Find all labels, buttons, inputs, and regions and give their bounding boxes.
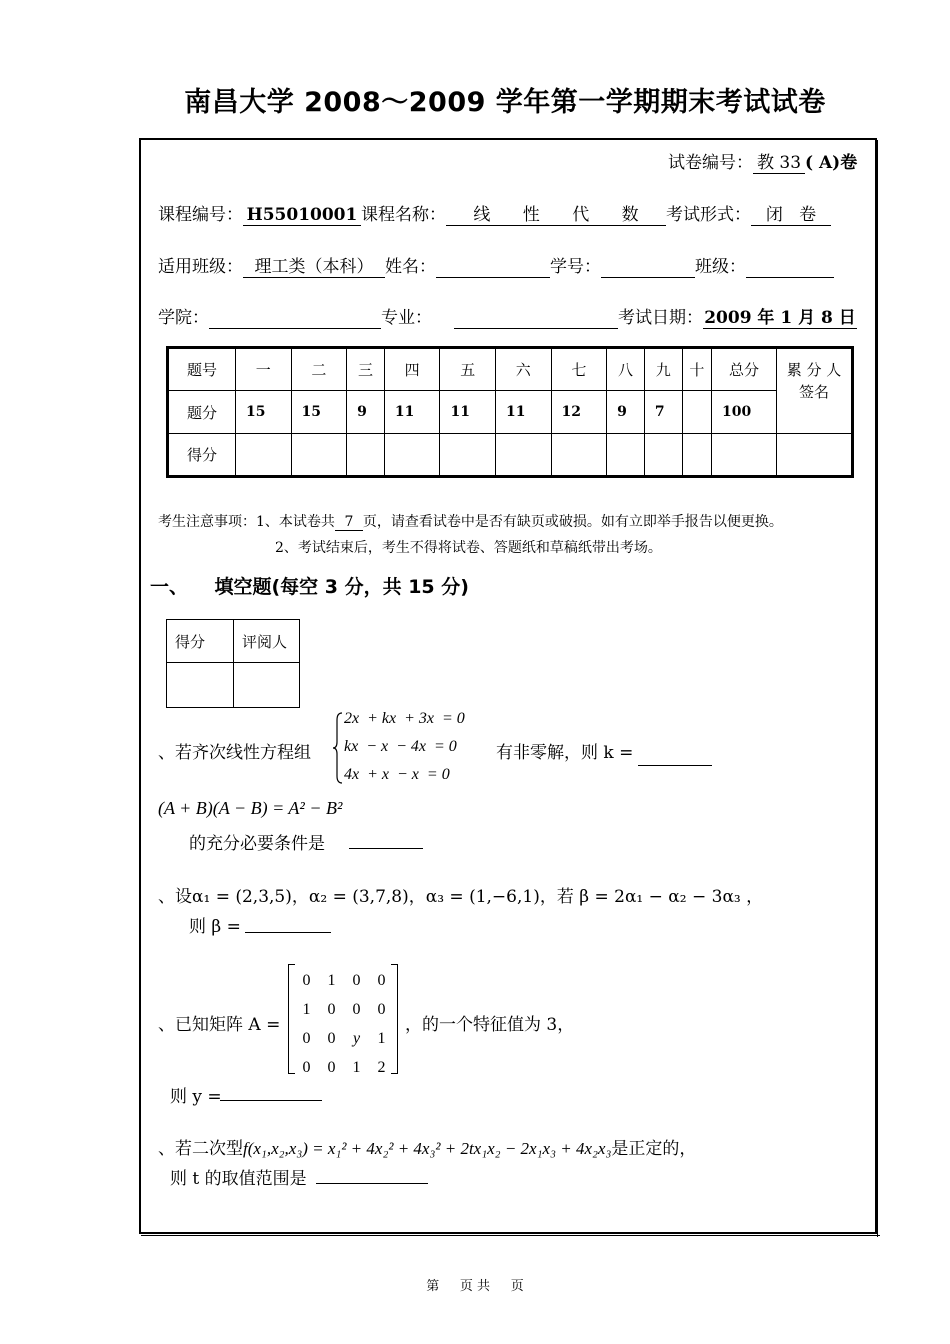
major-label: 专业：	[381, 308, 432, 328]
frame-shadow-right	[877, 140, 881, 1237]
points-cell: 11	[384, 391, 440, 434]
score-cell[interactable]	[682, 434, 711, 477]
notes-prefix: 考生注意事项：1、本试卷共	[158, 514, 335, 530]
q2-answer[interactable]	[349, 848, 423, 849]
points-cell: 15	[291, 391, 347, 434]
class-label: 班级：	[695, 257, 746, 277]
q1-brace	[333, 712, 341, 782]
exam-form-label: 考试形式：	[666, 205, 751, 225]
page-footer: 第 页 共 页	[426, 1279, 524, 1294]
exam-notes	[158, 511, 783, 531]
q4-matrix-cell: 1	[302, 1001, 311, 1018]
class-type-value: 理工类（本科）	[243, 252, 385, 278]
points-total: 100	[712, 391, 777, 434]
paper-number	[668, 148, 857, 174]
q4-matrix-cell: 1	[352, 1059, 361, 1076]
q2-formula: (A + B)(A − B) = A² − B²	[158, 798, 343, 818]
q5-prefix: 、若二次型	[158, 1139, 243, 1159]
q4-suffix: ，的一个特征值为 3，	[405, 1015, 575, 1035]
score-cell[interactable]	[384, 434, 440, 477]
signer-sign-cell[interactable]	[777, 434, 853, 477]
course-code-label: 课程编号：	[158, 205, 243, 225]
q2-line2: 的充分必要条件是	[189, 834, 325, 854]
grader-reviewer-label: 评阅人	[234, 620, 300, 663]
question-col: 二	[291, 348, 347, 391]
q4-matrix-cell: 0	[352, 972, 361, 989]
notes-line2: 2、考试结束后，考生不得将试卷、答题纸和草稿纸带出考场。	[275, 540, 662, 556]
grader-reviewer-field[interactable]	[234, 663, 300, 708]
student-no-field[interactable]	[601, 259, 695, 278]
q4-answer[interactable]	[220, 1100, 322, 1101]
course-name-value: 线 性 代 数	[446, 200, 666, 226]
student-row	[158, 252, 834, 278]
q4-matrix-cell: 1	[327, 972, 336, 989]
name-label: 姓名：	[385, 257, 436, 277]
exam-date-value: 2009 年 1 月 8 日	[703, 303, 857, 329]
q1-eq3: 4x + x − x = 0	[344, 766, 450, 783]
question-col: 一	[236, 348, 292, 391]
q4-matrix-cell: 0	[327, 1030, 336, 1047]
q4-matrix-cell: y	[352, 1030, 361, 1047]
score-cell[interactable]	[496, 434, 552, 477]
question-col: 十	[682, 348, 711, 391]
q4-matrix-cell: 0	[377, 1001, 386, 1018]
q4-matrix-row	[294, 995, 394, 1024]
score-cell[interactable]	[440, 434, 496, 477]
signer-cell	[777, 348, 853, 434]
q1-prefix: 、若齐次线性方程组	[158, 743, 311, 763]
course-code-value: H55010001	[243, 205, 361, 226]
score-cell[interactable]	[347, 434, 385, 477]
q1-suffix: 有非零解，则 k =	[496, 743, 634, 763]
q4-matrix-cell: 0	[302, 1030, 311, 1047]
college-field[interactable]	[209, 310, 381, 329]
student-no-label: 学号：	[550, 257, 601, 277]
score-cell[interactable]	[291, 434, 347, 477]
points-cell	[682, 391, 711, 434]
question-col: 六	[496, 348, 552, 391]
q1-eq1: 2x + kx + 3x = 0	[344, 710, 465, 727]
class-field[interactable]	[746, 259, 834, 278]
q1-answer[interactable]	[638, 765, 712, 766]
question-col: 四	[384, 348, 440, 391]
signer-label-2: 签名	[798, 383, 829, 401]
q4-matrix-cell: 0	[377, 972, 386, 989]
q4-prefix: 、已知矩阵 A =	[158, 1015, 281, 1035]
row-header-score: 得分	[168, 434, 236, 477]
question-col: 八	[607, 348, 645, 391]
q4-matrix-cell: 0	[302, 972, 311, 989]
paper-number-label: 试卷编号：	[668, 153, 753, 173]
grader-score-field[interactable]	[167, 663, 234, 708]
q4-matrix-cell: 2	[377, 1059, 386, 1076]
major-field[interactable]	[454, 310, 618, 329]
question-col: 五	[440, 348, 496, 391]
row-header-question: 题号	[168, 348, 236, 391]
frame-shadow-bottom	[141, 1235, 880, 1238]
q4-matrix-row	[294, 966, 394, 995]
score-cell[interactable]	[551, 434, 607, 477]
college-label: 学院：	[158, 308, 209, 328]
exam-date-label: 考试日期：	[618, 308, 703, 328]
score-cell[interactable]	[236, 434, 292, 477]
grader-score-label: 得分	[167, 620, 234, 663]
q1-eq2: kx − x − 4x = 0	[344, 738, 457, 755]
points-cell: 9	[607, 391, 645, 434]
q4-matrix-row	[294, 1053, 394, 1082]
course-name-label: 课程名称：	[361, 205, 446, 225]
section1-heading: 一、 填空题(每空 3 分，共 15 分)	[150, 576, 469, 598]
score-cell[interactable]	[607, 434, 645, 477]
paper-number-suffix: ( A)卷	[805, 153, 858, 173]
q5-line2: 则 t 的取值范围是	[170, 1169, 307, 1189]
points-cell: 11	[440, 391, 496, 434]
grader-box	[166, 619, 300, 708]
q4-matrix-cell: 0	[352, 1001, 361, 1018]
row-header-points: 题分	[168, 391, 236, 434]
q5-answer[interactable]	[316, 1183, 428, 1184]
q5-formula: f(x₁,x₂,x₃) = x₁² + 4x₂² + 4x₃² + 2tx₁x₂ − 2x₁x₃ + 4x₂x₃	[243, 1139, 612, 1158]
q4-matrix-cell: 0	[327, 1001, 336, 1018]
q4-line2: 则 y =	[170, 1087, 222, 1107]
points-cell: 11	[496, 391, 552, 434]
q3-answer[interactable]	[245, 932, 331, 933]
course-row	[158, 200, 831, 226]
page-title: 南昌大学 2008～2009 学年第一学期期末考试试卷	[184, 87, 826, 118]
score-table	[166, 346, 854, 478]
q2-line1	[158, 798, 342, 819]
q4-matrix-row	[294, 1024, 394, 1053]
notes-pages: 7	[335, 514, 363, 531]
notes-suffix: 页，请查看试卷中是否有缺页或破损。如有立即举手报告以便更换。	[362, 514, 783, 530]
signer-label-1: 累 分 人	[786, 361, 842, 379]
score-total-cell[interactable]	[712, 434, 777, 477]
exam-form-value: 闭 卷	[751, 200, 831, 226]
points-cell: 12	[551, 391, 607, 434]
points-cell: 9	[347, 391, 385, 434]
q4-matrix-cell: 0	[327, 1059, 336, 1076]
paper-number-value: 教 33	[753, 148, 805, 174]
q3-line1: 、设α₁ = (2,3,5)，α₂ = (3,7,8)，α₃ = (1,−6,1)，若 β = 2α₁ − α₂ − 3α₃ ，	[158, 887, 764, 907]
question-col: 七	[551, 348, 607, 391]
college-row	[158, 303, 857, 329]
points-cell: 15	[236, 391, 292, 434]
question-col: 九	[644, 348, 682, 391]
class-type-label: 适用班级：	[158, 257, 243, 277]
q5-suffix: 是正定的，	[611, 1139, 697, 1159]
points-cell: 7	[644, 391, 682, 434]
q4-matrix-cell: 0	[302, 1059, 311, 1076]
q4-matrix-cell: 1	[377, 1030, 386, 1047]
q5-line1	[158, 1134, 696, 1159]
total-col: 总分	[712, 348, 777, 391]
q3-line2: 则 β =	[189, 917, 241, 937]
question-col: 三	[347, 348, 385, 391]
score-cell[interactable]	[644, 434, 682, 477]
name-field[interactable]	[436, 259, 550, 278]
q4-matrix	[294, 966, 394, 1082]
